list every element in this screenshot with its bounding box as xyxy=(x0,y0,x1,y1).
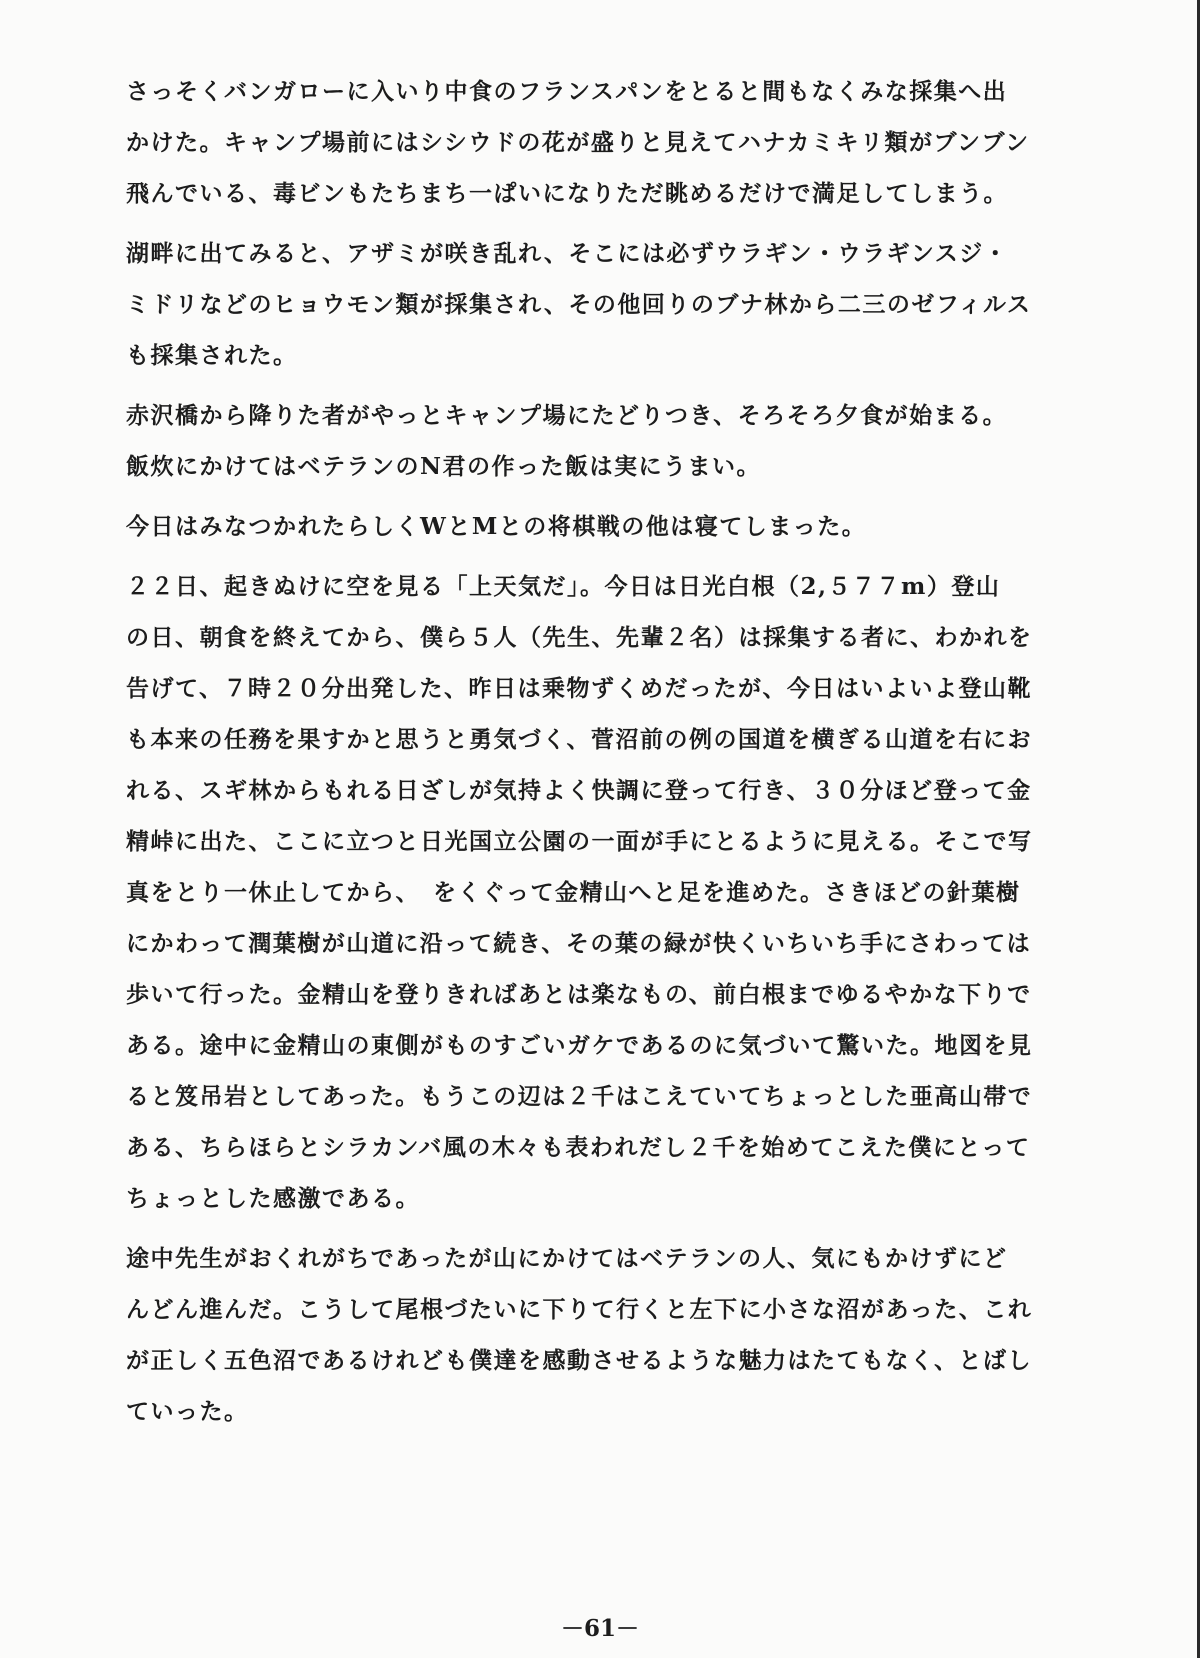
text-line: ると笈吊岩としてあった。もうこの辺は２千はこえていてちょっとした亜高山帯で xyxy=(126,1083,1033,1110)
text-line: かけた。キャンプ場前にはシシウドの花が盛りと見えてハナカミキリ類がブンブン xyxy=(126,129,1030,156)
text-line: ていった。 xyxy=(126,1398,249,1425)
text-line: さっそくバンガローに入いり中食のフランスパンをとると間もなくみな採集へ出 xyxy=(126,78,1008,105)
text-line: れる、スギ林からもれる日ざしが気持よく快調に登って行き、３０分ほど登って金 xyxy=(126,777,1032,804)
text-line: 告げて、７時２０分出発した、昨日は乗物ずくめだったが、今日はいよいよ登山靴 xyxy=(126,675,1033,702)
text-line: ミドリなどのヒョウモン類が採集され、その他回りのブナ林から二三のゼフィルス xyxy=(126,291,1032,318)
text-line: ある。途中に金精山の東側がものすごいガケであるのに気づいて驚いた。地図を見 xyxy=(126,1032,1033,1059)
text-line: 途中先生がおくれがちであったが山にかけてはベテランの人、気にもかけずにど xyxy=(126,1245,1008,1272)
text-line: 赤沢橋から降りた者がやっとキャンプ場にたどりつき、そろそろ夕食が始まる。 xyxy=(126,402,1008,429)
text-line: 今日はみなつかれたらしくWとMとの将棋戦の他は寝てしまった。 xyxy=(126,513,867,540)
body-text xyxy=(126,78,1136,1426)
text-line: 飯炊にかけてはベテランのN君の作った飯は実にうまい。 xyxy=(126,453,762,480)
text-line: 湖畔に出てみると、アザミが咲き乱れ、そこには必ずウラギン・ウラギンスジ・ xyxy=(126,240,1009,267)
text-line: んどん進んだ。こうして尾根づたいに下りて行くと左下に小さな沼があった、これ xyxy=(126,1296,1033,1323)
text-line: の日、朝食を終えてから、僕ら５人（先生、先輩２名）は採集する者に、わかれを xyxy=(126,624,1033,651)
text-line: 歩いて行った。金精山を登りきればあとは楽なもの、前白根までゆるやかな下りで xyxy=(126,981,1032,1008)
text-line: ちょっとした感激である。 xyxy=(126,1185,420,1212)
text-line: も本来の任務を果すかと思うと勇気づく、菅沼前の例の国道を横ぎる山道を右にお xyxy=(126,726,1033,753)
text-line: も採集された。 xyxy=(126,342,298,369)
page-number: －61－ xyxy=(560,1615,639,1642)
text-line: ２２日、起きぬけに空を見る「上天気だ」。今日は日光白根（2,５７７m）登山 xyxy=(126,573,1001,600)
text-line: が正しく五色沼であるけれども僕達を感動させるような魅力はたてもなく、とばし xyxy=(126,1347,1033,1374)
text-line: 精峠に出た、ここに立つと日光国立公園の一面が手にとるように見える。そこで写 xyxy=(126,828,1033,855)
text-line: ある、ちらほらとシラカンバ風の木々も表われだし２千を始めてこえた僕にとって xyxy=(126,1134,1031,1161)
text-line: 真をとり一休止してから、 をくぐって金精山へと足を進めた。さきほどの針葉樹 xyxy=(126,879,1021,906)
text-line: にかわって潤葉樹が山道に沿って続き、その葉の緑が快くいちいち手にさわっては xyxy=(126,930,1032,957)
text-line: 飛んでいる、毒ビンもたちまち一ぱいになりただ眺めるだけで満足してしまう。 xyxy=(126,180,1008,207)
